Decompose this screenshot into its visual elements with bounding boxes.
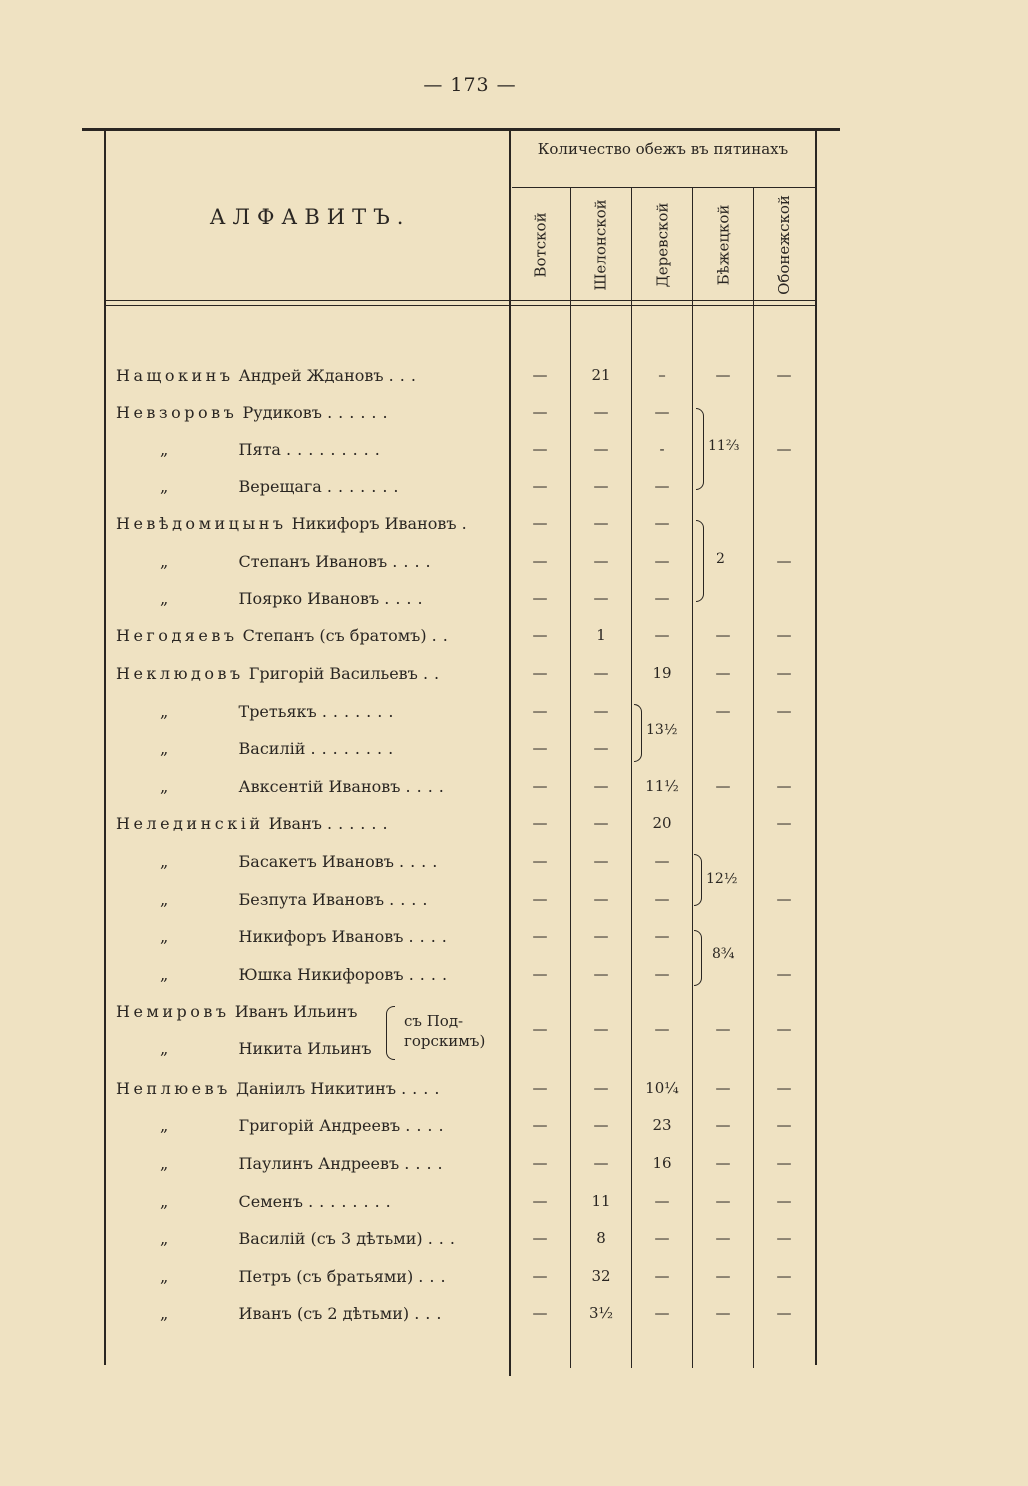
given-name: Никифоръ Ивановъ [238, 927, 404, 946]
row-name [116, 777, 496, 796]
ditto-mark: „ [160, 552, 169, 571]
table-cell: — [776, 552, 792, 570]
table-cell: 1 [596, 626, 606, 644]
ditto-mark: „ [160, 852, 169, 871]
row-name [116, 589, 496, 608]
table-cell: — [654, 514, 670, 532]
leader-dots: ........ [310, 739, 400, 758]
nemirov-cell: — [593, 1020, 609, 1038]
brace-value-11-2-3: 11⅔ [708, 438, 740, 454]
table-row [0, 360, 1028, 397]
brace-11-2-3 [696, 408, 704, 490]
ditto-mark: „ [160, 1039, 169, 1058]
ditto-mark: „ [160, 589, 169, 608]
table-cell: — [532, 777, 548, 795]
given-name: Паулинъ Андреевъ [238, 1154, 400, 1173]
table-cell: — [776, 1229, 792, 1247]
ditto-mark: „ [160, 1229, 169, 1248]
given-name: Василій [238, 739, 306, 758]
leader-dots: .... [404, 1154, 449, 1173]
table-cell: — [532, 1192, 548, 1210]
table-row [0, 1110, 1028, 1147]
table-row [0, 1261, 1028, 1298]
table-cell: — [654, 927, 670, 945]
table-cell: — [715, 1229, 731, 1247]
table-cell: — [654, 965, 670, 983]
surname: Нелединскій [116, 814, 264, 833]
table-cell: — [593, 1154, 609, 1172]
ditto-mark: „ [160, 1116, 169, 1135]
table-cell: — [715, 626, 731, 644]
table-row [0, 921, 1028, 958]
table-cell: 16 [652, 1154, 672, 1172]
table-cell: — [532, 852, 548, 870]
table-row [0, 1073, 1028, 1110]
table-cell: — [532, 1304, 548, 1322]
leader-dots: .... [401, 1079, 446, 1098]
table-row [0, 1223, 1028, 1260]
table-cell: — [532, 1116, 548, 1134]
table-cell: — [532, 1154, 548, 1172]
table-cell: — [593, 1079, 609, 1097]
row-name [116, 1079, 496, 1098]
page-number: — 173 — [423, 74, 517, 96]
table-cell: — [776, 626, 792, 644]
row-name [116, 1229, 496, 1248]
given-name: Василій (съ 3 дѣтьми) [238, 1229, 423, 1248]
table-cell: — [532, 814, 548, 832]
row-name [116, 1192, 496, 1211]
table-cell: — [776, 1154, 792, 1172]
ditto-mark: „ [160, 1154, 169, 1173]
leader-dots: ...... [327, 403, 394, 422]
table-cell: – [658, 366, 666, 384]
table-cell: — [532, 965, 548, 983]
table-cell: — [715, 777, 731, 795]
table-cell: — [593, 1116, 609, 1134]
table-cell: — [593, 927, 609, 945]
table-cell: — [715, 1079, 731, 1097]
table-cell: — [654, 403, 670, 421]
table-row [0, 508, 1028, 545]
table-cell: — [532, 626, 548, 644]
table-cell: — [715, 664, 731, 682]
qty-underline [512, 187, 815, 188]
surname: Неклюдовъ [116, 664, 244, 683]
ditto-mark: „ [160, 1192, 169, 1211]
row-name [116, 814, 496, 833]
given-name: Иванъ [268, 814, 322, 833]
table-cell: — [593, 890, 609, 908]
table-cell: — [654, 890, 670, 908]
table-cell: — [715, 1267, 731, 1285]
row-name [116, 1154, 496, 1173]
given-name: Басакетъ Ивановъ [238, 852, 394, 871]
surname: Неплюевъ [116, 1079, 231, 1098]
table-cell: — [715, 366, 731, 384]
table-cell: — [593, 477, 609, 495]
table-cell: — [654, 1304, 670, 1322]
top-rule [82, 128, 840, 131]
table-cell: 23 [652, 1116, 672, 1134]
given-name: Пята [238, 440, 281, 459]
leader-dots: .... [392, 552, 437, 571]
table-cell: — [593, 777, 609, 795]
table-cell: — [776, 965, 792, 983]
brace-13-1-2 [634, 704, 642, 762]
given-name: Даніилъ Никитинъ [235, 1079, 396, 1098]
row-name [116, 403, 496, 422]
leader-dots: ....... [326, 477, 405, 496]
leader-dots: .... [408, 927, 453, 946]
ditto-mark: „ [160, 477, 169, 496]
ditto-mark: „ [160, 702, 169, 721]
table-row [0, 397, 1028, 434]
ditto-mark: „ [160, 777, 169, 796]
table-cell: — [532, 552, 548, 570]
leader-dots: .... [405, 1116, 450, 1135]
table-cell: 10¼ [645, 1079, 679, 1097]
row-name [116, 739, 496, 758]
nemirov-cell: — [654, 1020, 670, 1038]
surname: Невзоровъ [116, 403, 238, 422]
ditto-mark: „ [160, 739, 169, 758]
table-cell: — [715, 1116, 731, 1134]
table-cell: 3½ [588, 1304, 614, 1322]
quantity-heading: Количество обежъ въ пятинахъ [537, 140, 789, 158]
table-cell: 11½ [645, 777, 679, 795]
table-cell: — [593, 852, 609, 870]
table-cell: — [593, 814, 609, 832]
row-name [116, 965, 496, 984]
nemirov-note: съ Под- горскимъ) [404, 1012, 486, 1050]
ditto-mark: „ [160, 927, 169, 946]
ditto-mark: „ [160, 1304, 169, 1323]
brace-value-8-3-4: 8¾ [712, 946, 735, 962]
table-cell: 21 [591, 366, 611, 384]
table-row [0, 658, 1028, 695]
table-cell: 11 [591, 1192, 611, 1210]
table-cell: — [776, 702, 792, 720]
table-row [0, 620, 1028, 657]
leader-dots: ... [427, 1229, 461, 1248]
table-cell: — [532, 1267, 548, 1285]
surname: Нащокинъ [116, 366, 234, 385]
col-head-obonezhskoy: Обонежской [775, 195, 793, 295]
table-cell: — [654, 1192, 670, 1210]
nemirov-cell: — [532, 1020, 548, 1038]
table-row [0, 1186, 1028, 1223]
given-name: Рудиковъ [242, 403, 322, 422]
table-cell: — [532, 927, 548, 945]
table-cell: — [654, 552, 670, 570]
table-row [0, 583, 1028, 620]
table-cell: 8 [596, 1229, 606, 1247]
given-name: Поярко Ивановъ [238, 589, 380, 608]
row-name [116, 927, 496, 946]
given-name: Степанъ (съ братомъ) [242, 626, 427, 645]
table-cell: — [654, 477, 670, 495]
table-cell: - [659, 440, 665, 458]
table-row [0, 546, 1028, 583]
row-name [116, 626, 496, 645]
leader-dots: .. [431, 626, 454, 645]
table-row [0, 846, 1028, 883]
leader-dots: .... [405, 777, 450, 796]
table-cell: 32 [591, 1267, 611, 1285]
brace-value-13-1-2: 13½ [646, 722, 678, 738]
given-name: Григорій Васильевъ [248, 664, 418, 683]
table-cell: — [532, 739, 548, 757]
table-cell: — [532, 403, 548, 421]
surname: Немировъ [116, 1002, 230, 1021]
table-cell: — [776, 777, 792, 795]
table-cell: — [654, 626, 670, 644]
table-cell: — [593, 440, 609, 458]
table-cell: — [776, 366, 792, 384]
table-cell: — [593, 664, 609, 682]
leader-dots: .... [384, 589, 429, 608]
brace-2 [696, 520, 704, 602]
ditto-mark: „ [160, 890, 169, 909]
leader-dots: .... [398, 852, 444, 871]
given-name: Петръ (съ братьями) [238, 1267, 414, 1286]
table-cell: — [593, 514, 609, 532]
brace-value-2: 2 [716, 551, 725, 567]
row-name [116, 477, 496, 496]
table-cell: — [776, 814, 792, 832]
row-name [116, 890, 496, 909]
table-cell: — [593, 589, 609, 607]
table-row [0, 1298, 1028, 1335]
table-row [0, 771, 1028, 808]
col-head-shelonskoy: Шелонской [592, 199, 611, 291]
table-cell: — [776, 440, 792, 458]
given-name: Никифоръ Ивановъ [291, 514, 457, 533]
nemirov-cell: — [715, 1020, 731, 1038]
col-head-derevskoy: Деревской [653, 202, 671, 288]
table-row [0, 884, 1028, 921]
row-name [116, 552, 496, 571]
table-cell: — [593, 702, 609, 720]
leader-dots: .. [422, 664, 446, 683]
row-name [116, 852, 496, 871]
alphabet-heading: АЛФАВИТЪ. [209, 205, 411, 229]
table-row [0, 733, 1028, 770]
leader-dots: .... [408, 965, 454, 984]
leader-dots: . [461, 514, 473, 533]
given-name: Иванъ (съ 2 дѣтьми) [238, 1304, 410, 1323]
table-cell: — [776, 890, 792, 908]
table-row [0, 1033, 1028, 1070]
leader-dots: ....... [321, 702, 400, 721]
table-row [0, 696, 1028, 733]
nemirov-brace [386, 1006, 395, 1060]
row-name [116, 664, 496, 683]
given-name: Никита Ильинъ [238, 1039, 372, 1058]
table-cell: — [776, 664, 792, 682]
given-name: Иванъ Ильинъ [234, 1002, 358, 1021]
table-cell: — [532, 1229, 548, 1247]
surname: Невѣдомицынъ [116, 514, 287, 533]
table-cell: — [532, 589, 548, 607]
table-cell: — [593, 965, 609, 983]
row-name [116, 702, 496, 721]
leader-dots: ........ [308, 1192, 397, 1211]
row-name [116, 366, 496, 385]
given-name: Григорій Андреевъ [238, 1116, 401, 1135]
table-cell: — [776, 1267, 792, 1285]
table-cell: 19 [652, 664, 672, 682]
leader-dots: ...... [327, 814, 394, 833]
table-cell: — [532, 440, 548, 458]
table-cell: — [532, 514, 548, 532]
given-name: Степанъ Ивановъ [238, 552, 388, 571]
given-name: Третьякъ [238, 702, 317, 721]
table-cell: — [776, 1192, 792, 1210]
table-cell: 20 [652, 814, 672, 832]
table-cell: — [593, 552, 609, 570]
ditto-mark: „ [160, 965, 169, 984]
row-name [116, 440, 496, 459]
leader-dots: ... [414, 1304, 448, 1323]
table-cell: — [654, 1267, 670, 1285]
col-head-bezhetskoy: Бѣжецкой [714, 204, 733, 286]
table-cell: — [776, 1079, 792, 1097]
row-name [116, 1304, 496, 1323]
ditto-mark: „ [160, 440, 169, 459]
surname: Негодяевъ [116, 626, 238, 645]
table-cell: — [776, 1304, 792, 1322]
table-cell: — [593, 403, 609, 421]
table-cell: — [715, 1154, 731, 1172]
table-row [0, 471, 1028, 508]
table-cell: — [532, 890, 548, 908]
table-cell: — [715, 1192, 731, 1210]
row-name [116, 1267, 496, 1286]
ditto-mark: „ [160, 1267, 169, 1286]
row-name [116, 1116, 496, 1135]
given-name: Верещага [238, 477, 322, 496]
leader-dots: ... [418, 1267, 452, 1286]
leader-dots: ......... [286, 440, 386, 459]
table-row [0, 959, 1028, 996]
table-row [0, 434, 1028, 471]
header-double-line-2 [106, 305, 815, 306]
table-cell: — [776, 1116, 792, 1134]
table-cell: — [532, 1079, 548, 1097]
table-cell: — [715, 1304, 731, 1322]
table-cell: — [532, 366, 548, 384]
leader-dots: .... [389, 890, 434, 909]
table-cell: — [593, 739, 609, 757]
table-row [0, 1148, 1028, 1185]
table-cell: — [654, 852, 670, 870]
header-double-line-1 [106, 300, 815, 301]
given-name: Андрей Ждановъ [238, 366, 384, 385]
table-cell: — [654, 589, 670, 607]
leader-dots: ... [388, 366, 422, 385]
table-cell: — [532, 477, 548, 495]
brace-12-1-2 [694, 854, 702, 906]
table-cell: — [532, 664, 548, 682]
brace-8-3-4 [694, 930, 702, 986]
given-name: Семенъ [238, 1192, 303, 1211]
table-cell: — [654, 1229, 670, 1247]
given-name: Юшка Никифоровъ [238, 965, 404, 984]
given-name: Авксентій Ивановъ [238, 777, 401, 796]
table-cell: — [532, 702, 548, 720]
nemirov-cell: — [776, 1020, 792, 1038]
table-cell: — [715, 702, 731, 720]
row-name [116, 514, 496, 533]
col-head-votskoy: Вотской [532, 212, 550, 278]
given-name: Безпута Ивановъ [238, 890, 385, 909]
brace-value-12-1-2: 12½ [706, 871, 738, 887]
table-row [0, 808, 1028, 845]
